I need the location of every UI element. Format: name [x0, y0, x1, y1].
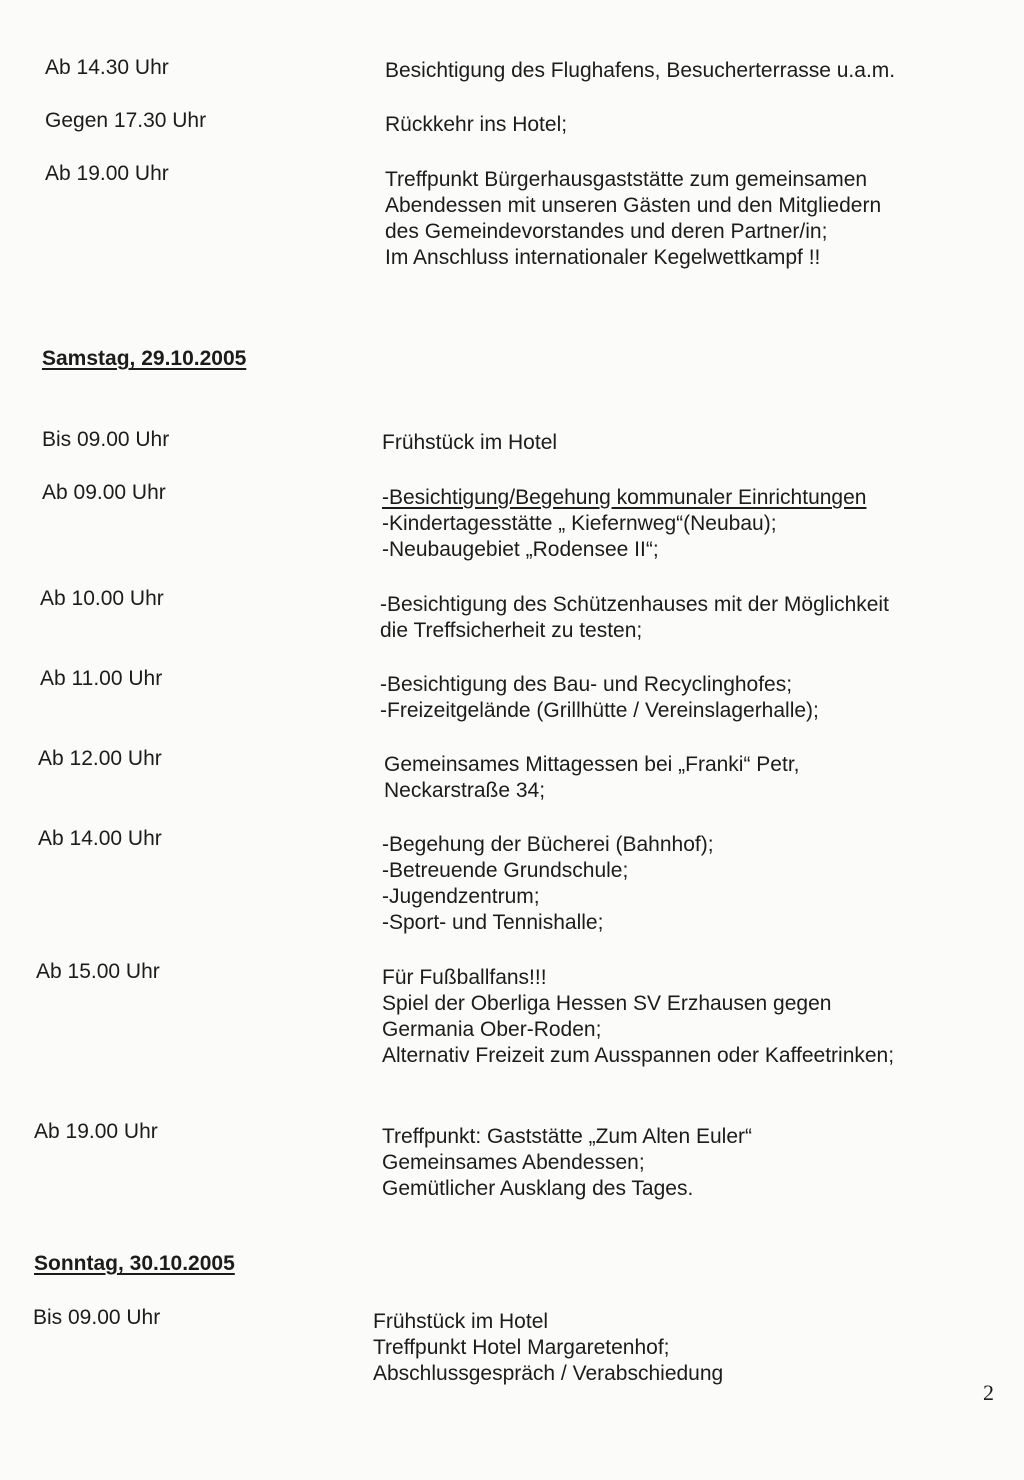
- day-heading-saturday: Samstag, 29.10.2005: [42, 347, 247, 370]
- time-label: Bis 09.00 Uhr: [42, 428, 170, 451]
- event-description: [382, 832, 982, 936]
- description-line: Treffpunkt Hotel Margaretenhof;: [373, 1336, 670, 1359]
- description-line: Treffpunkt Bürgerhausgaststätte zum gemeinsamen: [385, 168, 868, 191]
- event-description: [380, 672, 980, 724]
- time-label: Ab 14.30 Uhr: [45, 56, 169, 79]
- description-line: Im Anschluss internationaler Kegelwettkampf !!: [385, 246, 821, 269]
- event-description: [380, 592, 980, 644]
- time-label: Ab 19.00 Uhr: [34, 1120, 158, 1143]
- time-label: Ab 10.00 Uhr: [40, 587, 164, 610]
- description-line: -Sport- und Tennishalle;: [382, 911, 604, 934]
- event-description: [385, 167, 985, 271]
- time-label: Bis 09.00 Uhr: [33, 1306, 161, 1329]
- description-line: -Besichtigung/Begehung kommunaler Einrichtungen: [382, 486, 867, 509]
- description-line: Für Fußballfans!!!: [382, 966, 547, 989]
- time-label: Ab 15.00 Uhr: [36, 960, 160, 983]
- description-line: die Treffsicherheit zu testen;: [380, 619, 643, 642]
- event-description: [382, 430, 982, 456]
- description-line: Neckarstraße 34;: [384, 779, 546, 802]
- time-label: Ab 14.00 Uhr: [38, 827, 162, 850]
- description-line: -Kindertagesstätte „ Kiefernweg“(Neubau);: [382, 512, 777, 535]
- description-line: Alternativ Freizeit zum Ausspannen oder Kaffeetrinken;: [382, 1044, 895, 1067]
- description-line: -Neubaugebiet „Rodensee II“;: [382, 538, 659, 561]
- time-label: Ab 12.00 Uhr: [38, 747, 162, 770]
- description-line: -Jugendzentrum;: [382, 885, 540, 908]
- description-line: Abschlussgespräch / Verabschiedung: [373, 1362, 724, 1385]
- event-description: [382, 485, 982, 563]
- event-description: [373, 1309, 973, 1387]
- description-line: -Begehung der Bücherei (Bahnhof);: [382, 833, 714, 856]
- page-number: 2: [983, 1380, 994, 1405]
- description-line: Frühstück im Hotel: [373, 1310, 549, 1333]
- event-description: [385, 112, 985, 138]
- time-label: Ab 19.00 Uhr: [45, 162, 169, 185]
- description-line: Germania Ober-Roden;: [382, 1018, 602, 1041]
- description-line: Gemeinsames Mittagessen bei „Franki“ Petr,: [384, 753, 800, 776]
- description-line: Gemeinsames Abendessen;: [382, 1151, 645, 1174]
- description-line: Abendessen mit unseren Gästen und den Mitgliedern: [385, 194, 882, 217]
- event-description: [384, 752, 984, 804]
- description-line: Spiel der Oberliga Hessen SV Erzhausen gegen: [382, 992, 832, 1015]
- description-line: -Betreuende Grundschule;: [382, 859, 629, 882]
- description-line: Treffpunkt: Gaststätte „Zum Alten Euler“: [382, 1125, 752, 1148]
- time-label: Ab 09.00 Uhr: [42, 481, 166, 504]
- description-line: -Besichtigung des Schützenhauses mit der Möglichkeit: [380, 593, 889, 616]
- event-description: [382, 1124, 982, 1202]
- description-line: des Gemeindevorstandes und deren Partner/in;: [385, 220, 828, 243]
- time-label: Ab 11.00 Uhr: [40, 667, 163, 690]
- description-line: Besichtigung des Flughafens, Besucherterrasse u.a.m.: [385, 59, 896, 82]
- description-line: Frühstück im Hotel: [382, 431, 558, 454]
- time-label: Gegen 17.30 Uhr: [45, 109, 207, 132]
- event-description: [382, 965, 982, 1069]
- description-line: Rückkehr ins Hotel;: [385, 113, 568, 136]
- description-line: -Besichtigung des Bau- und Recyclinghofes;: [380, 673, 793, 696]
- description-line: -Freizeitgelände (Grillhütte / Vereinslagerhalle);: [380, 699, 819, 722]
- description-line: Gemütlicher Ausklang des Tages.: [382, 1177, 694, 1200]
- day-heading-sunday: Sonntag, 30.10.2005: [34, 1252, 235, 1275]
- event-description: [385, 58, 985, 84]
